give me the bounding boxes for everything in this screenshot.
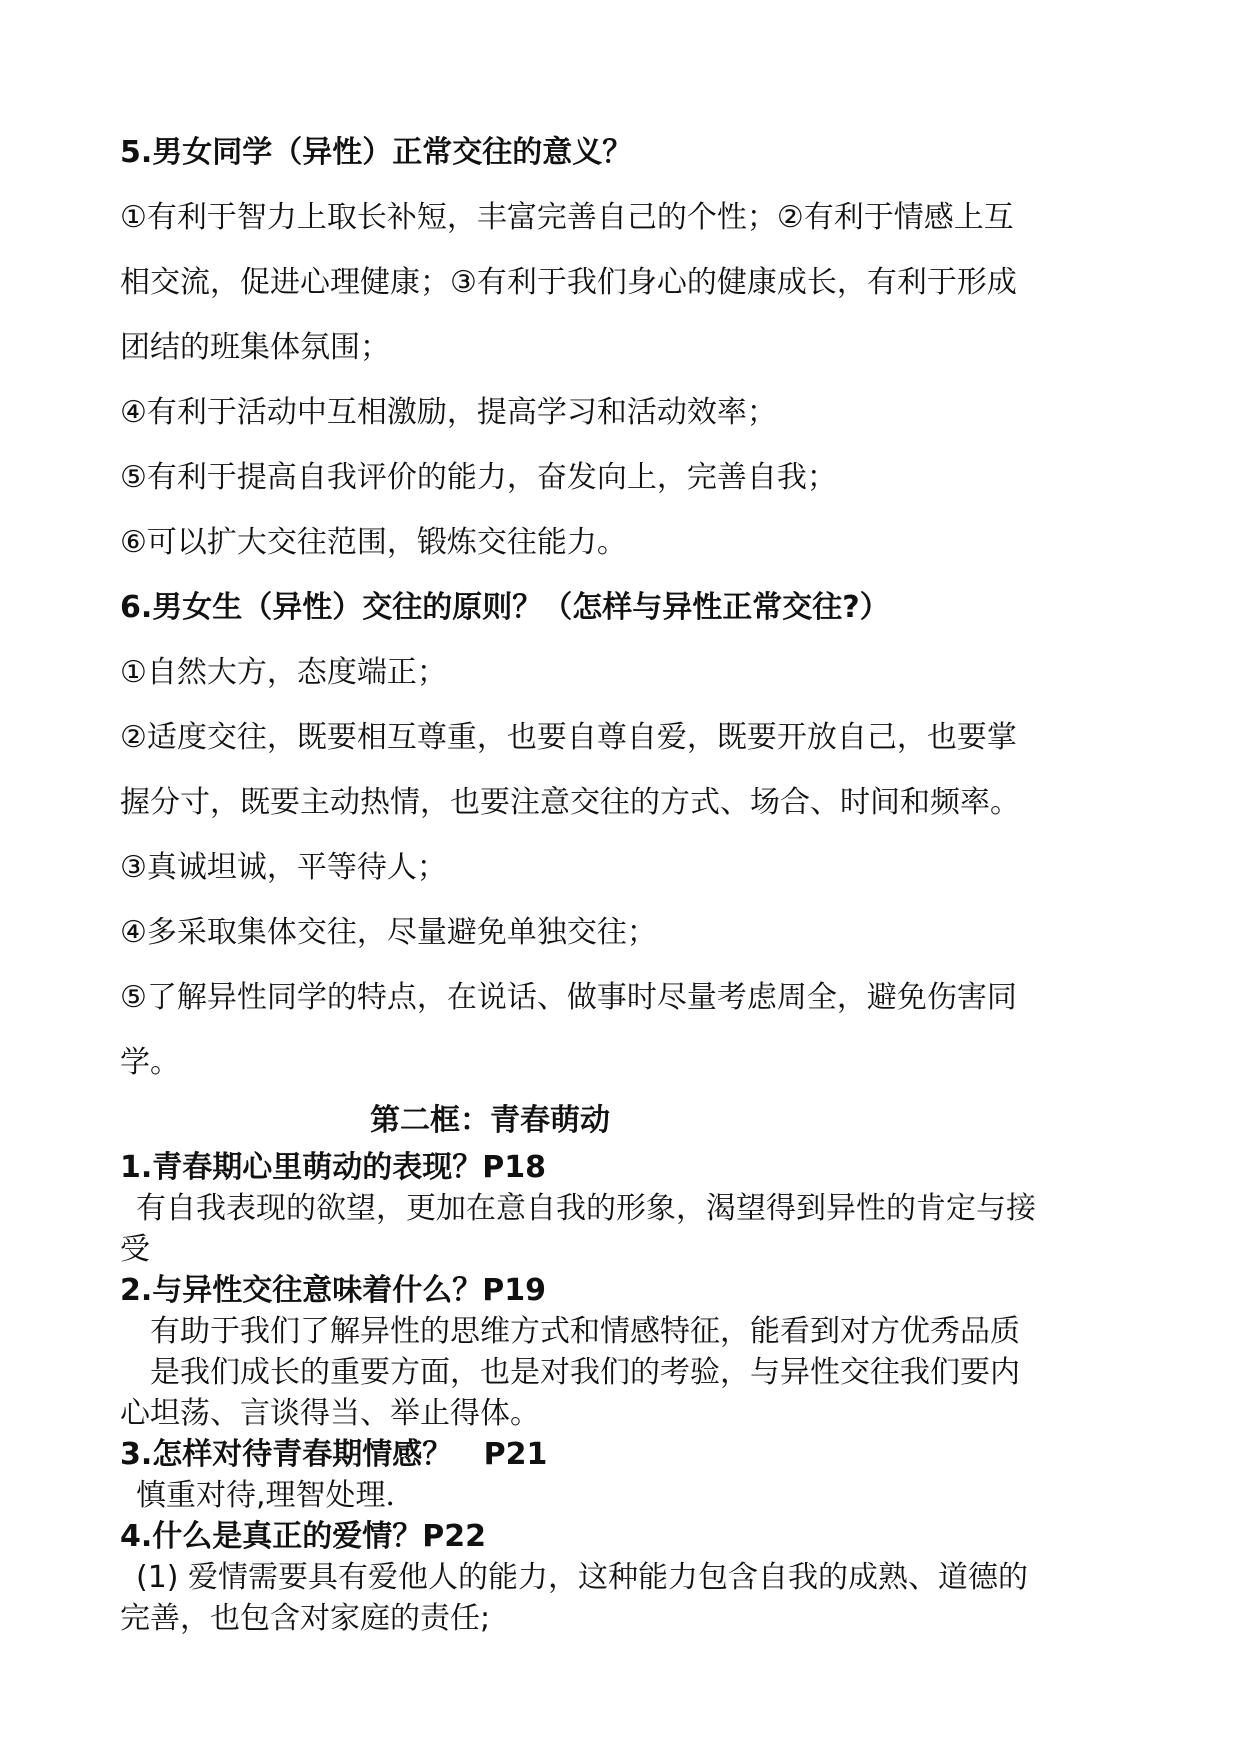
q6-line-3: 握分寸，既要主动热情，也要注意交往的方式、场合、时间和频率。 bbox=[120, 785, 1020, 820]
q2-line-1: 有助于我们了解异性的思维方式和情感特征，能看到对方优秀品质 bbox=[150, 1314, 1020, 1349]
q5-line-6: ⑥可以扩大交往范围，锻炼交往能力。 bbox=[120, 525, 627, 560]
q5-line-4: ④有利于活动中互相激励，提高学习和活动效率； bbox=[120, 395, 777, 430]
q6-line-5: ④多采取集体交往，尽量避免单独交往； bbox=[120, 915, 657, 950]
section-q5-q6 bbox=[120, 120, 1130, 1095]
frame-title: 第二框：青春萌动 bbox=[370, 1103, 610, 1138]
q5-line-1: ①有利于智力上取长补短，丰富完善自己的个性；②有利于情感上互 bbox=[120, 200, 1014, 235]
q6-line-2: ②适度交往，既要相互尊重，也要自尊自爱，既要开放自己，也要掌 bbox=[120, 720, 1017, 755]
question-2-title: 2.与异性交往意味着什么？P19 bbox=[120, 1273, 547, 1308]
q5-line-5: ⑤有利于提高自我评价的能力，奋发向上，完善自我； bbox=[120, 460, 837, 495]
q1-line-2: 受 bbox=[120, 1232, 150, 1267]
section-second-frame bbox=[120, 1095, 1130, 1639]
q4-line-2: 完善，也包含对家庭的责任; bbox=[120, 1601, 491, 1636]
q1-line-1: 有自我表现的欲望，更加在意自我的形象，渴望得到异性的肯定与接 bbox=[136, 1191, 1036, 1226]
q6-line-6: ⑤了解异性同学的特点，在说话、做事时尽量考虑周全，避免伤害同 bbox=[120, 980, 1017, 1015]
q5-line-3: 团结的班集体氛围； bbox=[120, 330, 390, 365]
question-3-title: 3.怎样对待青春期情感？ P21 bbox=[120, 1437, 548, 1472]
q2-line-3: 心坦荡、言谈得当、举止得体。 bbox=[120, 1396, 540, 1431]
question-4-title: 4.什么是真正的爱情？P22 bbox=[120, 1519, 487, 1554]
q6-line-1: ①自然大方，态度端正； bbox=[120, 655, 447, 690]
q4-line-1: (1) 爱情需要具有爱他人的能力，这种能力包含自我的成熟、道德的 bbox=[136, 1560, 1029, 1595]
question-6-title: 6.男女生（异性）交往的原则？（怎样与异性正常交往?） bbox=[120, 590, 890, 625]
q6-line-4: ③真诚坦诚，平等待人； bbox=[120, 850, 447, 885]
question-5-title: 5.男女同学（异性）正常交往的意义？ bbox=[120, 135, 633, 170]
document-page bbox=[120, 120, 1130, 1639]
q3-line-1: 慎重对待,理智处理． bbox=[136, 1478, 416, 1513]
question-1-title: 1.青春期心里萌动的表现？P18 bbox=[120, 1150, 547, 1185]
q2-line-2: 是我们成长的重要方面，也是对我们的考验，与异性交往我们要内 bbox=[150, 1355, 1020, 1390]
q5-line-2: 相交流，促进心理健康；③有利于我们身心的健康成长，有利于形成 bbox=[120, 265, 1017, 300]
q6-line-7: 学。 bbox=[120, 1045, 180, 1080]
